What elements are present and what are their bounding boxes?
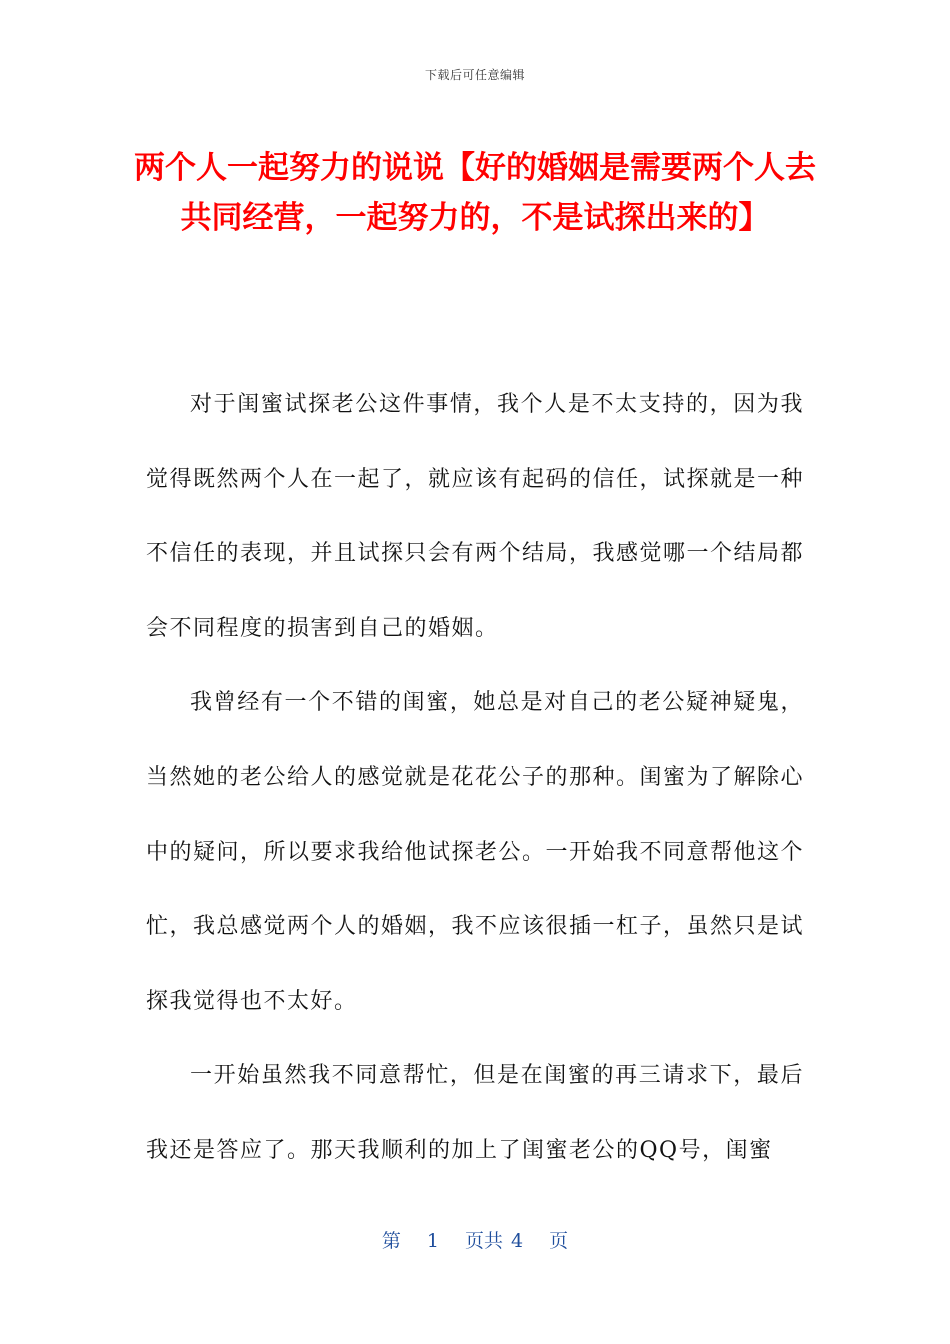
body-paragraph: 一开始虽然我不同意帮忙，但是在闺蜜的再三请求下，最后我还是答应了。那天我顺利的加上了闺蜜老公的QQ号，闺蜜 [146,1063,804,1163]
page-footer [0,1226,950,1253]
body-paragraph: 我曾经有一个不错的闺蜜，她总是对自己的老公疑神疑鬼，当然她的老公给人的感觉就是花花公子的那种。闺蜜为了解除心中的疑问，所以要求我给他试探老公。一开始我不同意帮他这个忙，我总感觉两个人的婚姻，我不应该很插一杠子，虽然只是试探我觉得也不太好。 [146,690,805,1014]
footer-label-page: 第 [381,1230,401,1252]
document-title: 两个人一起努力的说说【好的婚姻是需要两个人去共同经营，一起努力的，不是试探出来的】 [134,150,816,236]
page-header-note: 下载后可任意编辑 [424,68,525,82]
footer-total-pages: 4 [511,1230,524,1252]
footer-label-page-end: 页 [549,1230,569,1252]
footer-current-page: 1 [426,1230,439,1252]
body-paragraph: 对于闺蜜试探老公这件事情，我个人是不太支持的，因为我觉得既然两个人在一起了，就应该有起码的信任，试探就是一种不信任的表现，并且试探只会有两个结局，我感觉哪一个结局都会不同程度的损害到自己的婚姻。 [146,392,805,641]
footer-label-page-of: 页共 [464,1230,503,1252]
document-body [146,368,804,1189]
